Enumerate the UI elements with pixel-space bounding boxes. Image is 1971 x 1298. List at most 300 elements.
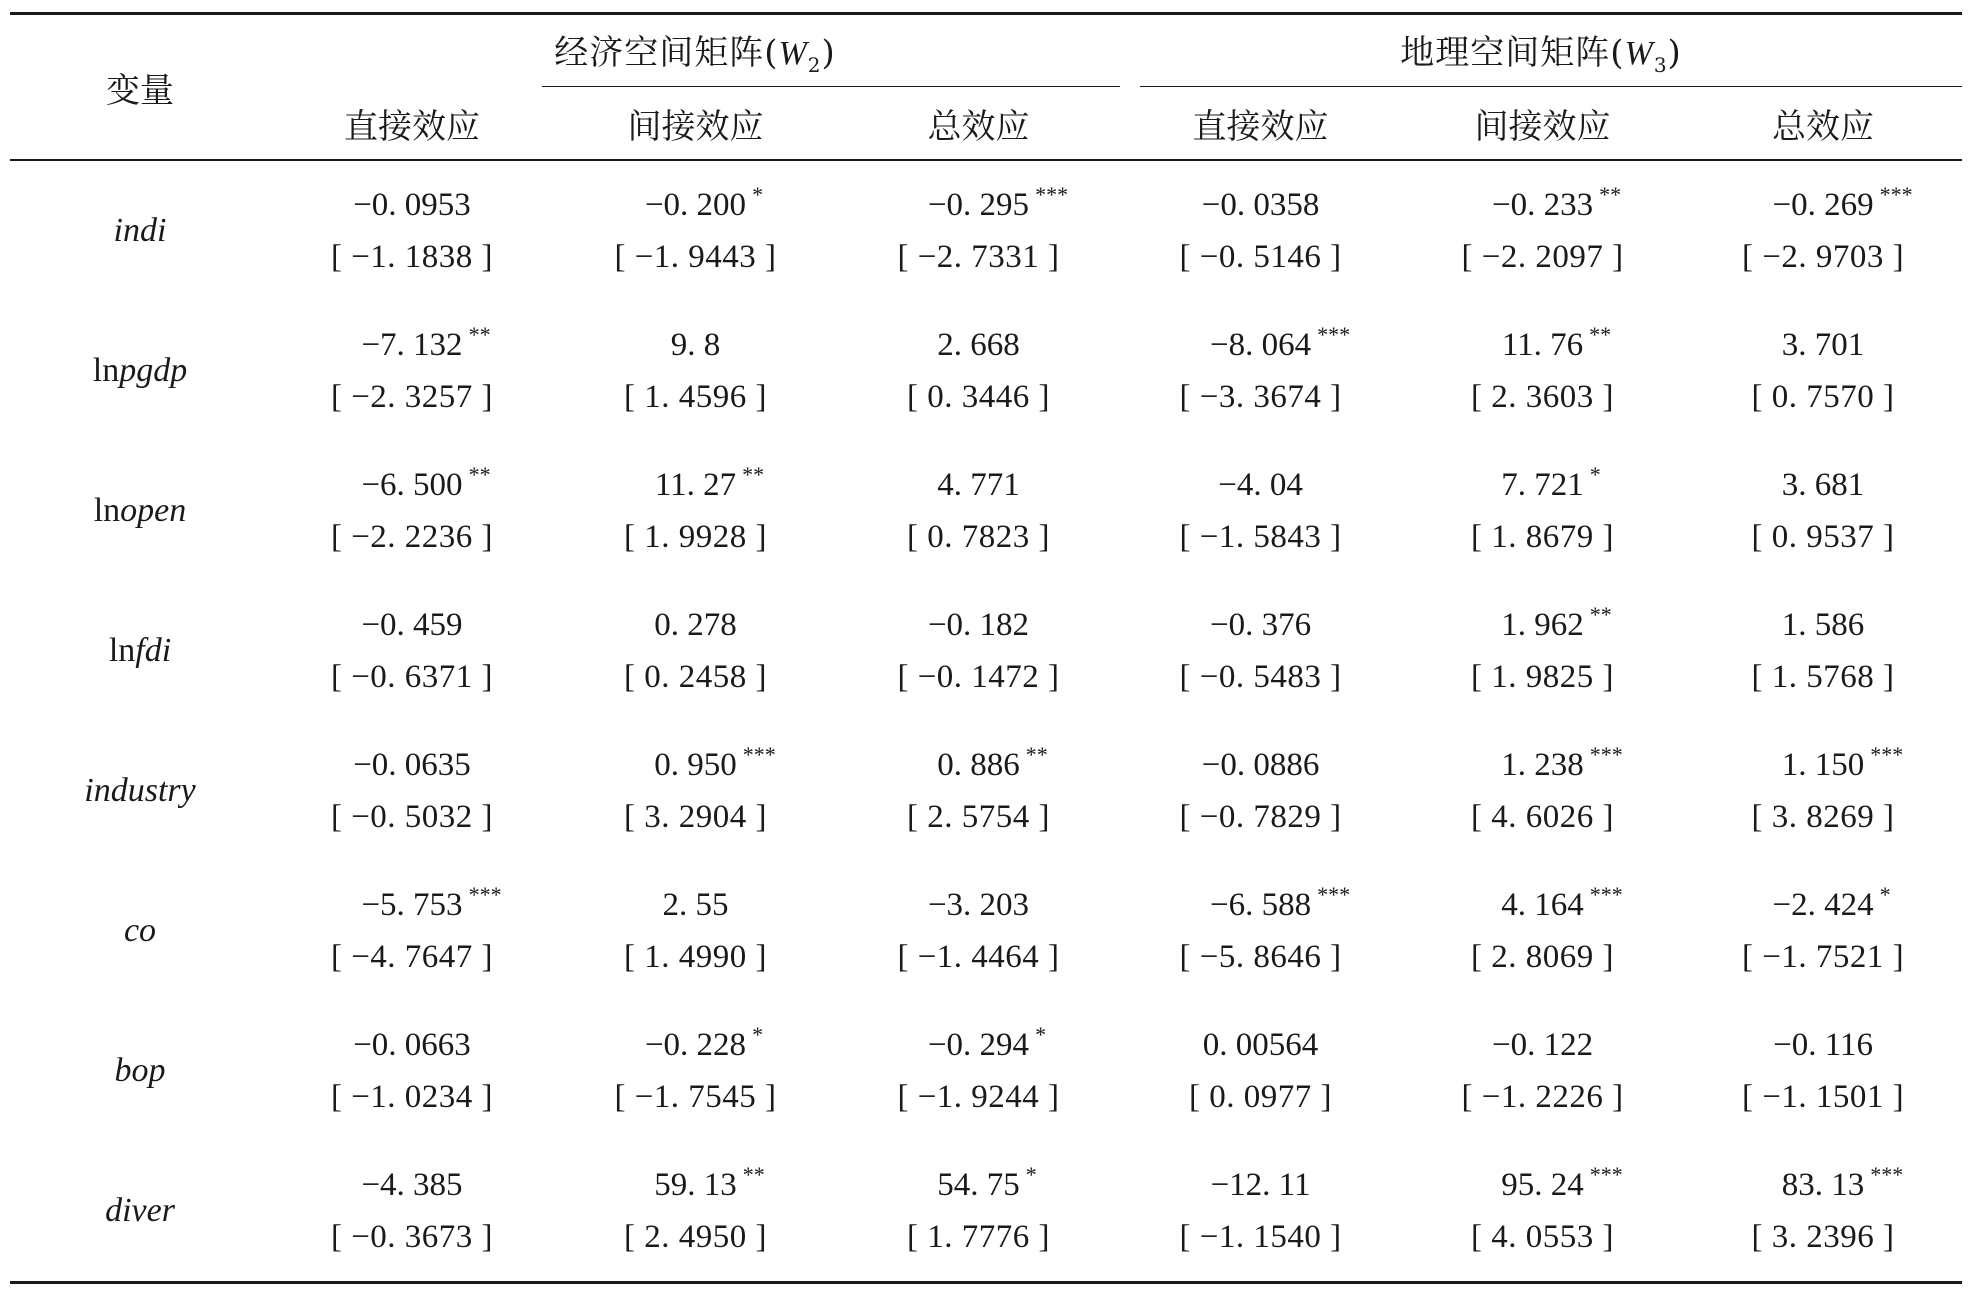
variable-name [10,861,270,1001]
significance-stars: *** [1035,182,1069,207]
table-cell [1120,581,1401,721]
t-statistic: [ −2. 2236 ] [330,519,494,555]
t-statistic: [ 1. 4596 ] [624,379,767,415]
table-row [10,441,1962,581]
t-statistic: [ 1. 4990 ] [624,939,767,975]
coefficient-wrap [1781,739,1904,791]
significance-stars: * [752,182,764,207]
significance-stars: * [1879,882,1891,907]
coefficient-wrap [1772,879,1891,931]
t-statistic: [ 2. 5754 ] [907,799,1050,835]
coefficient-wrap [353,739,471,791]
coefficient-line [1401,1159,1684,1211]
t-statistic: [ −0. 5483 ] [1179,659,1342,695]
table-row [10,160,1962,301]
table-cell [1401,861,1684,1001]
variable-italic: diver [105,1192,175,1229]
table-cell [270,441,554,581]
t-statistic: [ 3. 2396 ] [1751,1219,1895,1255]
coefficient-value: 1. 586 [1781,607,1865,643]
coefficient-line [1401,459,1684,511]
coefficient-line [1401,319,1684,371]
coefficient-line [270,599,554,651]
coefficient-wrap [937,459,1020,511]
coefficient-value: −4. 385 [361,1167,463,1203]
coefficient-wrap [1218,459,1303,511]
t-statistic: [ −1. 9244 ] [897,1079,1060,1115]
table-cell [837,441,1120,581]
t-statistic: [ 1. 7776 ] [907,1219,1050,1255]
table-cell [270,721,554,861]
coefficient-value: −0. 376 [1209,607,1312,643]
header-row-groups [10,14,1962,88]
coefficient-wrap [937,1159,1037,1211]
coefficient-wrap [663,879,729,931]
col-header-direct: 直接效应 [1192,106,1329,147]
coefficient-line [554,179,837,231]
t-statistic: [ −0. 7829 ] [1179,799,1342,835]
t-statistic: [ 0. 7823 ] [907,519,1050,555]
coefficient-line [1401,739,1684,791]
coefficient-value: 0. 950 [654,747,737,783]
variable-name [10,301,270,441]
t-statistic: [ −1. 9443 ] [614,239,777,275]
coefficient-wrap [654,599,737,651]
coefficient-wrap [928,879,1029,931]
table-cell [554,301,837,441]
coefficient-wrap [928,599,1029,651]
t-statistic: [ −1. 1501 ] [1741,1079,1905,1115]
table-cell [837,1001,1120,1141]
variable-header: 变量 [10,14,270,161]
t-statistic: [ −1. 5843 ] [1179,519,1342,555]
coefficient-wrap [937,319,1020,371]
coefficient-value: 1. 962 [1501,607,1584,643]
coefficient-wrap [1210,599,1311,651]
coefficient-value: −12. 11 [1210,1167,1311,1203]
coefficient-wrap [1203,1019,1319,1071]
group-right-text: 地理空间矩阵( [1400,33,1625,74]
variable-prefix: ln [108,632,136,669]
table-cell [554,581,837,721]
coefficient-value: 95. 24 [1501,1167,1584,1203]
coefficient-line [837,319,1120,371]
significance-stars: ** [742,462,765,487]
t-statistic: [ −3. 3674 ] [1179,379,1342,415]
significance-stars: ** [1589,602,1612,627]
variable-name [10,1141,270,1283]
significance-stars: ** [468,462,491,487]
coefficient-line [270,879,554,931]
significance-stars: ** [1589,322,1612,347]
significance-stars: *** [1589,742,1623,767]
variable-prefix: ln [92,352,120,389]
table-cell [1401,160,1684,301]
significance-stars: *** [1870,742,1904,767]
table-cell [1684,721,1962,861]
t-statistic: [ 0. 7570 ] [1751,379,1895,415]
table-cell [1401,441,1684,581]
coefficient-line [1684,599,1962,651]
t-statistic: [ 1. 8679 ] [1471,519,1614,555]
coefficient-wrap [654,739,776,791]
significance-stars: *** [1317,882,1351,907]
coefficient-value: 7. 721 [1501,467,1584,503]
table-cell [1684,1001,1962,1141]
coefficient-value: 1. 238 [1501,747,1584,783]
coefficient-value: −0. 295 [927,187,1030,223]
regression-table [10,12,1962,1284]
variable-name [10,160,270,301]
coefficient-line [837,739,1120,791]
table-cell [1120,1001,1401,1141]
coefficient-value: 4. 771 [937,467,1020,503]
group-header-geographic [1120,14,1962,88]
coefficient-wrap [1781,1159,1904,1211]
table-cell [1684,160,1962,301]
coefficient-value: −0. 233 [1491,187,1594,223]
variable-name [10,1001,270,1141]
coefficient-wrap [353,179,471,231]
coefficient-line [270,739,554,791]
coefficient-value: −0. 0663 [353,1027,471,1063]
coefficient-line [1401,599,1684,651]
col-header-direct: 直接效应 [344,106,480,147]
variable-italic: indi [113,212,167,249]
t-statistic: [ −1. 7521 ] [1741,939,1905,975]
group-left-text: 经济空间矩阵( [554,33,779,74]
variable-name [10,581,270,721]
col-header-total: 总效应 [1772,106,1875,147]
coefficient-line [1684,459,1962,511]
coefficient-value: 3. 701 [1781,327,1865,363]
coefficient-value: −3. 203 [927,887,1030,923]
t-statistic: [ −2. 7331 ] [897,239,1060,275]
coefficient-line [1684,879,1962,931]
t-statistic: [ −4. 7647 ] [330,939,494,975]
significance-stars: *** [1589,1162,1623,1187]
coefficient-wrap [654,459,765,511]
coefficient-wrap [1202,179,1320,231]
coefficient-value: −0. 0886 [1201,747,1320,783]
significance-stars: *** [468,882,502,907]
table-cell [554,160,837,301]
table-cell [1401,1001,1684,1141]
significance-stars: * [1035,1022,1047,1047]
t-statistic: [ −0. 6371 ] [330,659,494,695]
t-statistic: [ −2. 2097 ] [1461,239,1624,275]
t-statistic: [ 0. 0977 ] [1189,1079,1332,1115]
table-cell [554,1141,837,1283]
coefficient-line [837,879,1120,931]
t-statistic: [ −0. 3673 ] [330,1219,494,1255]
group-left-close: ) [821,33,836,74]
table-cell [1684,301,1962,441]
coefficient-line [270,179,554,231]
coefficient-wrap [1501,1159,1623,1211]
coefficient-value: −7. 132 [361,327,463,363]
table-row [10,721,1962,861]
significance-stars: * [1025,1162,1037,1187]
coefficient-line [554,459,837,511]
t-statistic: [ −2. 9703 ] [1741,239,1905,275]
coefficient-value: 59. 13 [654,1167,737,1203]
coefficient-value: −0. 269 [1772,187,1874,223]
coefficient-line [1120,1159,1401,1211]
coefficient-line [837,1159,1120,1211]
coefficient-line [554,599,837,651]
significance-stars: * [752,1022,764,1047]
coefficient-value: −0. 116 [1773,1027,1873,1063]
table-cell [1684,861,1962,1001]
t-statistic: [ −0. 1472 ] [897,659,1060,695]
coefficient-wrap [361,319,491,371]
t-statistic: [ 2. 3603 ] [1471,379,1614,415]
table-cell [554,441,837,581]
t-statistic: [ −0. 5146 ] [1179,239,1342,275]
coefficient-value: −6. 588 [1209,887,1312,923]
variable-name [10,721,270,861]
t-statistic: [ −2. 3257 ] [330,379,494,415]
table-cell [554,721,837,861]
table-cell [1401,581,1684,721]
coefficient-line [1120,1019,1401,1071]
t-statistic: [ −1. 4464 ] [897,939,1060,975]
table-row [10,1001,1962,1141]
coefficient-value: 2. 668 [937,327,1020,363]
coefficient-wrap [1209,879,1351,931]
coefficient-wrap [1773,1019,1873,1071]
significance-stars: *** [742,742,776,767]
coefficient-value: −6. 500 [361,467,463,503]
coefficient-line [1684,1019,1962,1071]
coefficient-wrap [1782,599,1865,651]
coefficient-wrap [644,1019,764,1071]
table-cell [554,861,837,1001]
table-row [10,1141,1962,1283]
coefficient-wrap [1782,459,1865,511]
coefficient-value: 9. 8 [670,327,721,363]
t-statistic: [ 0. 9537 ] [1751,519,1895,555]
coefficient-value: −0. 182 [927,607,1030,643]
group-right-subscript: 3 [1653,52,1668,77]
table-row [10,581,1962,721]
coefficient-line [1684,1159,1962,1211]
coefficient-line [270,1019,554,1071]
coefficient-value: −0. 294 [927,1027,1030,1063]
table-cell [1684,441,1962,581]
table-cell [1120,721,1401,861]
coefficient-wrap [927,1019,1047,1071]
coefficient-wrap [1492,1019,1593,1071]
coefficient-line [837,179,1120,231]
coefficient-line [270,1159,554,1211]
t-statistic: [ 4. 6026 ] [1471,799,1614,835]
table-row [10,301,1962,441]
significance-stars: * [1589,462,1601,487]
table-cell [1120,160,1401,301]
t-statistic: [ −0. 5032 ] [330,799,494,835]
coefficient-value: 1. 150 [1781,747,1865,783]
table-cell [837,721,1120,861]
table-cell [1684,1141,1962,1283]
table-cell [1684,581,1962,721]
coefficient-line [554,739,837,791]
t-statistic: [ −1. 2226 ] [1461,1079,1624,1115]
coefficient-wrap [361,879,502,931]
coefficient-wrap [361,1159,462,1211]
table-body [10,160,1962,1283]
coefficient-value: −0. 200 [644,187,747,223]
table-row [10,861,1962,1001]
coefficient-value: 11. 27 [654,467,737,503]
t-statistic: [ −1. 1540 ] [1179,1219,1342,1255]
coefficient-value: −0. 0953 [353,187,471,223]
table-cell [1401,301,1684,441]
coefficient-wrap [927,179,1069,231]
coefficient-line [554,319,837,371]
significance-stars: ** [742,1162,765,1187]
t-statistic: [ −1. 0234 ] [330,1079,494,1115]
coefficient-value: −0. 0635 [353,747,471,783]
coefficient-line [1120,739,1401,791]
coefficient-wrap [644,179,764,231]
t-statistic: [ 1. 9928 ] [624,519,767,555]
coefficient-line [1684,739,1962,791]
coefficient-value: −4. 04 [1218,467,1303,503]
coefficient-wrap [1501,879,1623,931]
col-header-total: 总效应 [927,106,1030,147]
coefficient-wrap [671,319,721,371]
coefficient-line [270,319,554,371]
significance-stars: *** [1879,182,1913,207]
table-cell [554,1001,837,1141]
t-statistic: [ 3. 2904 ] [624,799,767,835]
coefficient-value: 0. 886 [937,747,1020,783]
coefficient-value: 0. 278 [654,607,737,643]
coefficient-line [554,1159,837,1211]
coefficient-wrap [937,739,1048,791]
coefficient-line [1120,459,1401,511]
table-cell [270,861,554,1001]
coefficient-value: 3. 681 [1781,467,1865,503]
coefficient-value: −0. 459 [361,607,463,643]
coefficient-wrap [353,1019,471,1071]
t-statistic: [ 1. 9825 ] [1471,659,1614,695]
coefficient-line [1120,879,1401,931]
table-cell [837,1141,1120,1283]
variable-italic: industry [84,772,196,809]
coefficient-wrap [1211,1159,1311,1211]
coefficient-wrap [1202,739,1320,791]
coefficient-wrap [1209,319,1351,371]
coefficient-value: 4. 164 [1501,887,1584,923]
coefficient-wrap [361,599,462,651]
coefficient-line [837,599,1120,651]
table-cell [270,160,554,301]
coefficient-wrap [1782,319,1865,371]
table-cell [1120,1141,1401,1283]
coefficient-value: −8. 064 [1209,327,1312,363]
variable-italic: co [123,912,157,949]
coefficient-value: 0. 00564 [1202,1027,1319,1063]
variable-italic: bop [114,1052,166,1089]
coefficient-wrap [1772,179,1913,231]
variable-prefix: ln [93,492,121,529]
table-cell [270,1001,554,1141]
table-cell [270,581,554,721]
coefficient-wrap [1501,459,1601,511]
variable-italic: pgdp [119,352,188,389]
t-statistic: [ −1. 7545 ] [614,1079,777,1115]
group-right-symbol: W [1624,35,1654,73]
t-statistic: [ −1. 1838 ] [330,239,494,275]
variable-italic: fdi [135,632,172,669]
coefficient-value: 2. 55 [662,887,729,923]
table-cell [1120,441,1401,581]
t-statistic: [ −5. 8646 ] [1179,939,1342,975]
table-cell [1120,301,1401,441]
coefficient-value: 11. 76 [1501,327,1584,363]
t-statistic: [ 0. 3446 ] [907,379,1050,415]
t-statistic: [ 0. 2458 ] [624,659,767,695]
coefficient-value: 83. 13 [1781,1167,1865,1203]
coefficient-line [837,459,1120,511]
coefficient-line [1684,319,1962,371]
t-statistic: [ 1. 5768 ] [1751,659,1895,695]
coefficient-wrap [1501,319,1612,371]
coefficient-wrap [361,459,491,511]
col-header-indirect: 间接效应 [1474,106,1611,147]
coefficient-value: −0. 122 [1491,1027,1594,1063]
header-row-effects [10,87,1962,160]
t-statistic: [ 2. 8069 ] [1471,939,1614,975]
table-cell [837,301,1120,441]
table-cell [837,581,1120,721]
coefficient-value: −5. 753 [361,887,463,923]
coefficient-line [554,1019,837,1071]
coefficient-line [837,1019,1120,1071]
coefficient-value: −0. 228 [644,1027,747,1063]
coefficient-wrap [1491,179,1622,231]
table-cell [270,301,554,441]
coefficient-line [1120,179,1401,231]
table-cell [270,1141,554,1283]
coefficient-line [1120,319,1401,371]
coefficient-wrap [1501,599,1612,651]
coefficient-line [270,459,554,511]
coefficient-wrap [654,1159,765,1211]
group-header-economic [270,14,1120,88]
coefficient-line [1401,179,1684,231]
variable-name [10,441,270,581]
table-cell [1401,1141,1684,1283]
t-statistic: [ 3. 8269 ] [1751,799,1895,835]
coefficient-line [1120,599,1401,651]
coefficient-line [554,879,837,931]
coefficient-value: −0. 0358 [1201,187,1320,223]
variable-italic: open [120,492,187,529]
significance-stars: *** [1589,882,1623,907]
group-left-subscript: 2 [807,52,822,77]
significance-stars: ** [468,322,491,347]
group-left-symbol: W [778,35,808,73]
t-statistic: [ 2. 4950 ] [624,1219,767,1255]
coefficient-line [1401,879,1684,931]
table-cell [1120,861,1401,1001]
coefficient-wrap [1501,739,1623,791]
coefficient-line [1684,179,1962,231]
